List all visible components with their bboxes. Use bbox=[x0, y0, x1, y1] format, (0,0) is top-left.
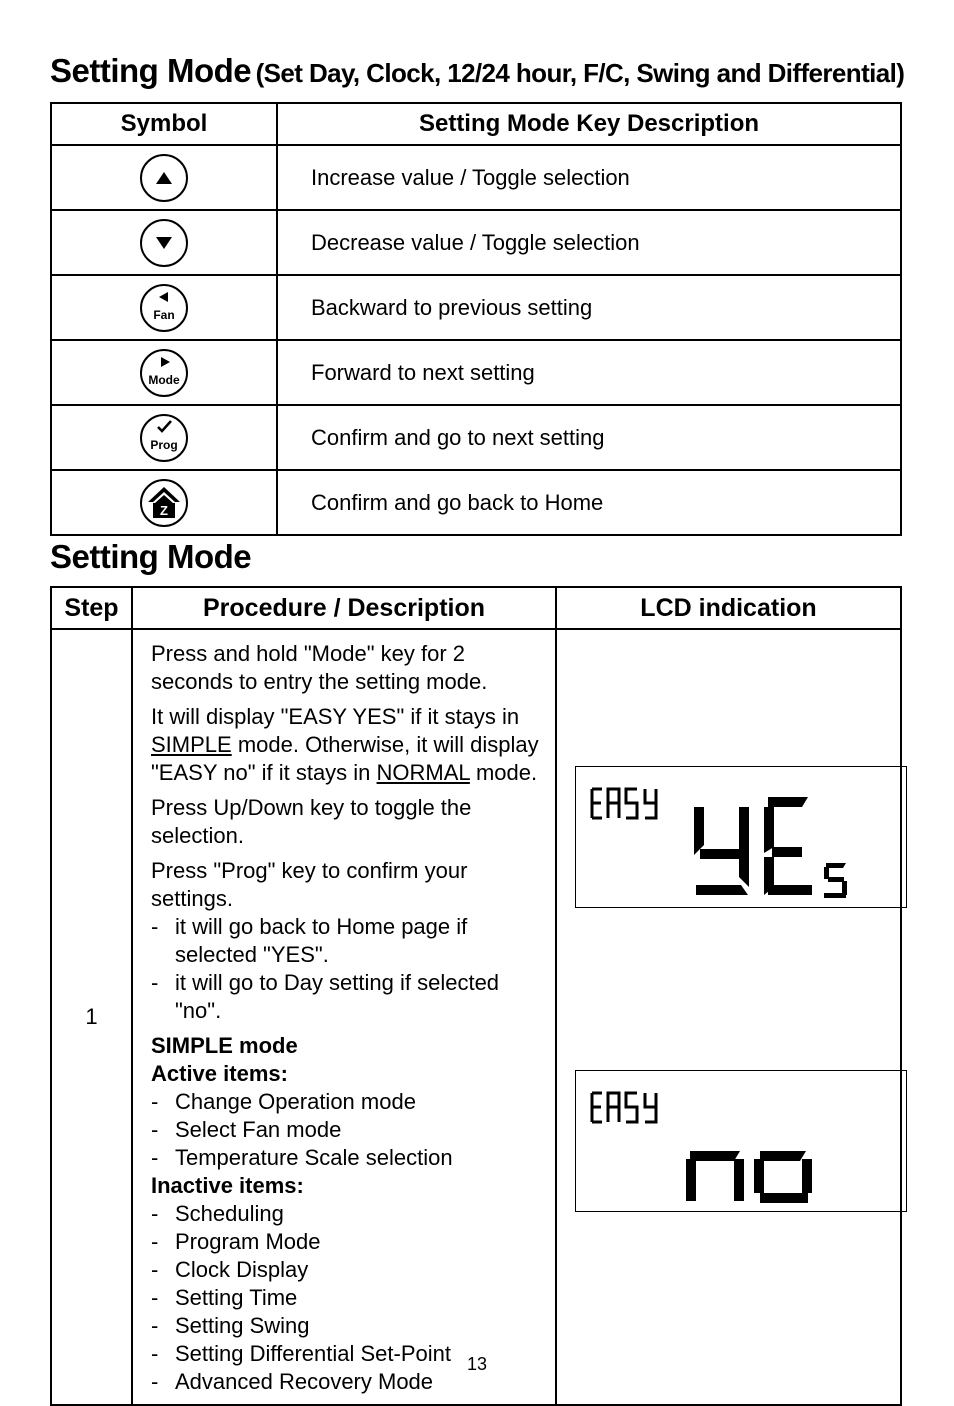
table-row bbox=[51, 629, 901, 1405]
table-row bbox=[51, 340, 901, 405]
list-item: - Advanced Recovery Mode bbox=[151, 1368, 549, 1396]
home-icon bbox=[142, 481, 186, 525]
table-row bbox=[51, 145, 901, 210]
list-item: - Select Fan mode bbox=[151, 1116, 549, 1144]
key-label: Fan bbox=[153, 307, 175, 322]
procedure-description bbox=[132, 629, 556, 1405]
list-item: - it will go to Day setting if selected "no". bbox=[151, 969, 549, 1025]
title-main: Setting Mode bbox=[50, 52, 252, 89]
row-description: Forward to next setting bbox=[277, 340, 901, 405]
title-sub: (Set Day, Clock, 12/24 hour, F/C, Swing and Differential) bbox=[255, 58, 905, 88]
fan-key bbox=[140, 284, 188, 332]
header-description: Setting Mode Key Description bbox=[277, 103, 901, 145]
table-header-row bbox=[51, 587, 901, 629]
mode-key bbox=[140, 349, 188, 397]
key-label: Prog bbox=[150, 437, 178, 452]
table-row bbox=[51, 275, 901, 340]
down-arrow-icon bbox=[142, 221, 186, 265]
paragraph: Press and hold "Mode" key for 2 seconds to entry the setting mode. bbox=[151, 641, 488, 694]
list-item: - Setting Time bbox=[151, 1284, 549, 1312]
table-row bbox=[51, 470, 901, 535]
row-description: Confirm and go to next setting bbox=[277, 405, 901, 470]
header-procedure: Procedure / Description bbox=[132, 587, 556, 629]
header-symbol: Symbol bbox=[51, 103, 277, 145]
row-description: Decrease value / Toggle selection bbox=[277, 210, 901, 275]
table-row bbox=[51, 405, 901, 470]
symbol-table bbox=[50, 102, 902, 536]
section-title bbox=[50, 52, 904, 90]
lcd-indication bbox=[556, 629, 901, 1405]
down-key bbox=[140, 219, 188, 267]
lcd-easy-yes bbox=[575, 766, 907, 908]
paragraph: Press Up/Down key to toggle the selection. bbox=[151, 795, 472, 848]
up-key bbox=[140, 154, 188, 202]
row-description: Confirm and go back to Home bbox=[277, 470, 901, 535]
step-table bbox=[50, 586, 902, 1406]
list-item: - Change Operation mode bbox=[151, 1088, 549, 1116]
up-arrow-icon bbox=[142, 156, 186, 200]
lcd-easy-no bbox=[575, 1070, 907, 1212]
list-item: - Scheduling bbox=[151, 1200, 549, 1228]
step-number: 1 bbox=[51, 629, 132, 1405]
header-lcd: LCD indication bbox=[556, 587, 901, 629]
inactive-items-heading: Inactive items: bbox=[151, 1173, 304, 1198]
active-items-heading: Active items: bbox=[151, 1061, 288, 1086]
lcd-easy-no-segments bbox=[576, 1071, 906, 1211]
key-label: Mode bbox=[148, 372, 180, 387]
list-item: - Temperature Scale selection bbox=[151, 1144, 549, 1172]
home-key bbox=[140, 479, 188, 527]
row-description: Increase value / Toggle selection bbox=[277, 145, 901, 210]
table-row bbox=[51, 210, 901, 275]
prog-key bbox=[140, 414, 188, 462]
simple-mode-heading: SIMPLE mode bbox=[151, 1033, 298, 1058]
table-header-row bbox=[51, 103, 901, 145]
paragraph: It will display "EASY YES" if it stays in SIMPLE mode. Otherwise, it will display "EASY no" if it stays in NORMAL mode. bbox=[151, 704, 539, 785]
list-item: - it will go back to Home page if selected "YES". bbox=[151, 913, 549, 969]
list-item: - Program Mode bbox=[151, 1228, 549, 1256]
section-title-2: Setting Mode bbox=[50, 538, 252, 575]
list-item: - Setting Differential Set-Point bbox=[151, 1340, 549, 1368]
list-item: - Clock Display bbox=[151, 1256, 549, 1284]
home-key-label: Z bbox=[160, 502, 168, 518]
page-number: 13 bbox=[466, 1354, 488, 1374]
row-description: Backward to previous setting bbox=[277, 275, 901, 340]
lcd-easy-yes-segments bbox=[576, 767, 906, 907]
paragraph: Press "Prog" key to confirm your settings. bbox=[151, 858, 468, 911]
list-item: - Setting Swing bbox=[151, 1312, 549, 1340]
header-step: Step bbox=[51, 587, 132, 629]
